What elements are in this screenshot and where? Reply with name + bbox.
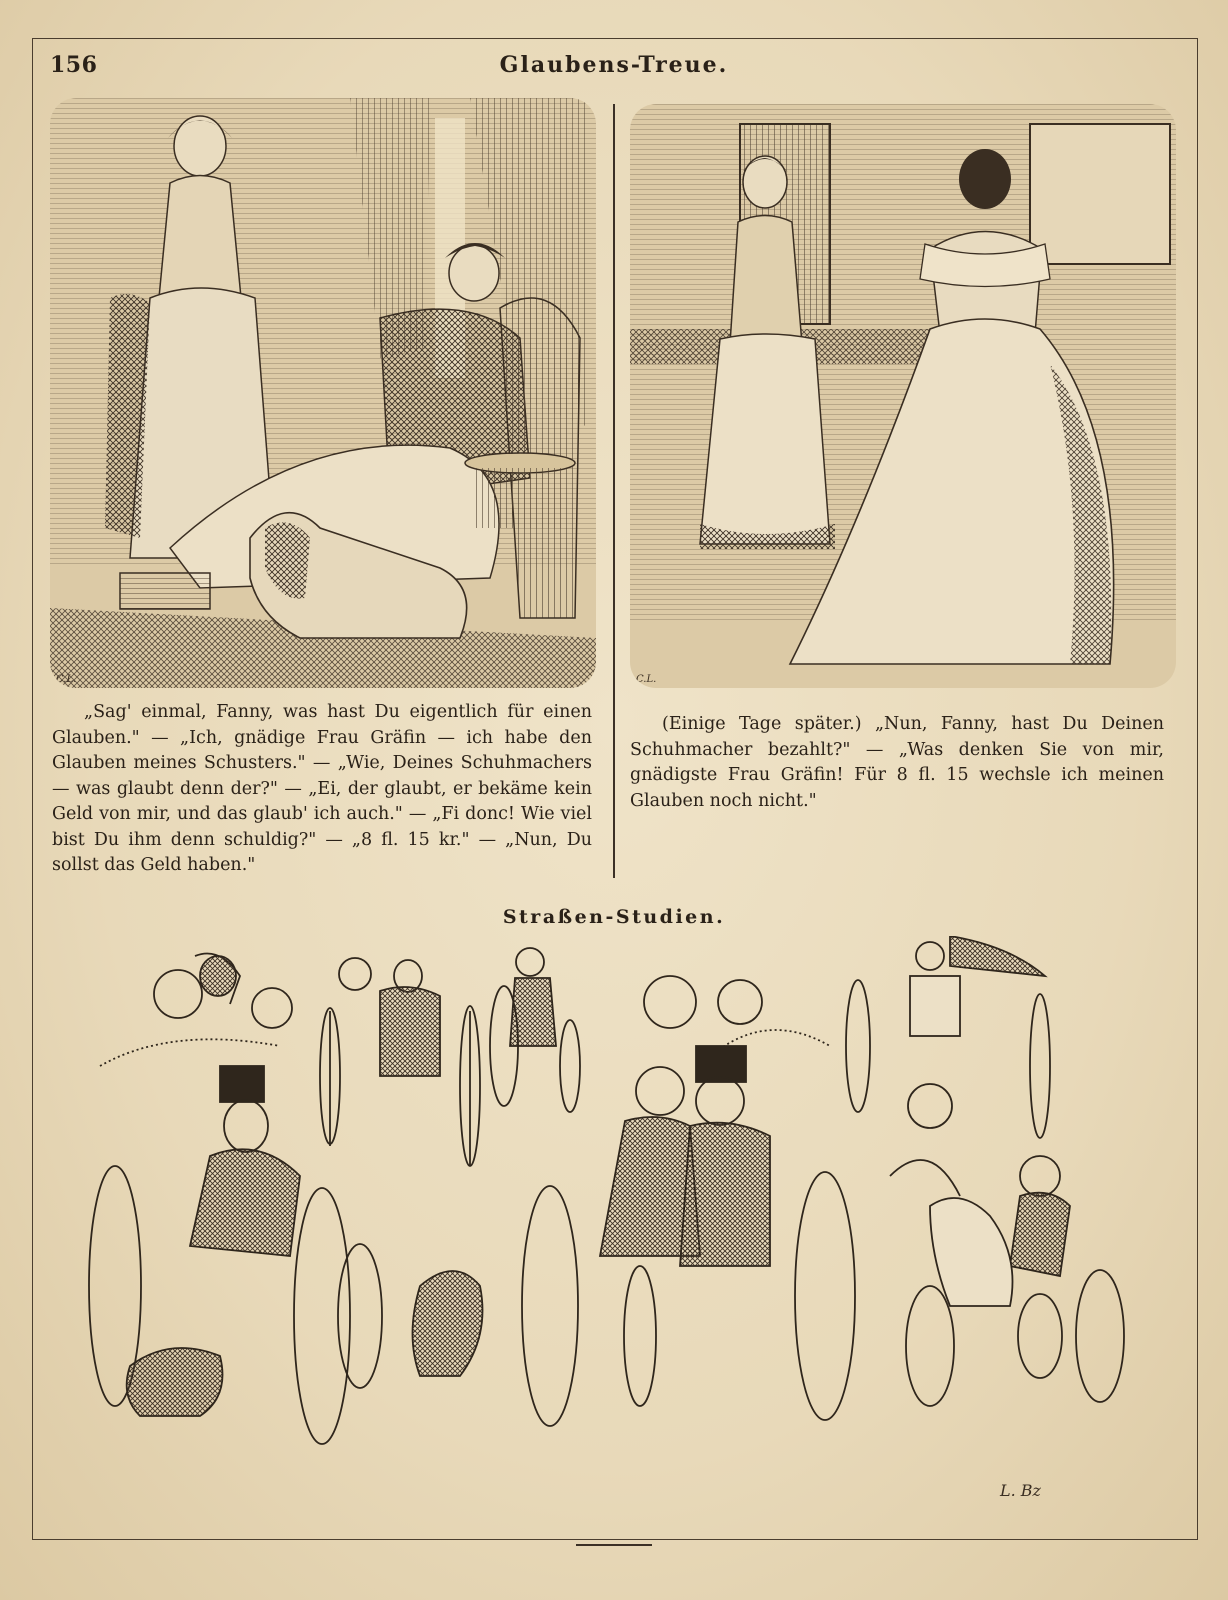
caption-right-text: (Einige Tage später.) „Nun, Fanny, hast Du Deinen Schuhmacher bezahlt?" — „Was denken Sie von mir, gnädigste Frau Gräfin! Für 8 fl. 15 wechsle ich meinen Glauben noch nicht." [630,714,1164,811]
page-title: Glaubens-Treue. [499,52,729,78]
engraving-street-studies [60,936,1160,1520]
engraving-left-art [50,98,596,688]
bottom-rule [576,1544,652,1546]
artist-mark-bottom: L. Bz [1000,1481,1041,1500]
engraving-lady-and-maid [50,98,596,688]
engraving-right-art [630,104,1176,688]
engraving-bottom-art [60,936,1160,1520]
column-divider [613,104,615,878]
caption-right [630,712,1164,814]
artist-mark-left: C.L. [56,674,77,685]
engraving-maid-and-countess [630,104,1176,688]
caption-left [52,700,592,879]
caption-left-text: „Sag' einmal, Fanny, was hast Du eigentlich für einen Glauben." — „Ich, gnädige Frau Gräfin — ich habe den Glauben meines Schusters." — „Wie, Deines Schuhmachers — was glaubt denn der?" — „Ei, der glaubt, er bekäme kein Geld von mir, und das glaub' ich auch." — „Fi donc! Wie viel bist Du ihm denn schuldig?" — „8 fl. 15 kr." — „Nun, Du sollst das Geld haben." [52,702,592,875]
page-number: 156 [50,52,98,78]
artist-mark-right: C.L. [636,674,657,685]
section-title: Straßen-Studien. [502,906,726,928]
